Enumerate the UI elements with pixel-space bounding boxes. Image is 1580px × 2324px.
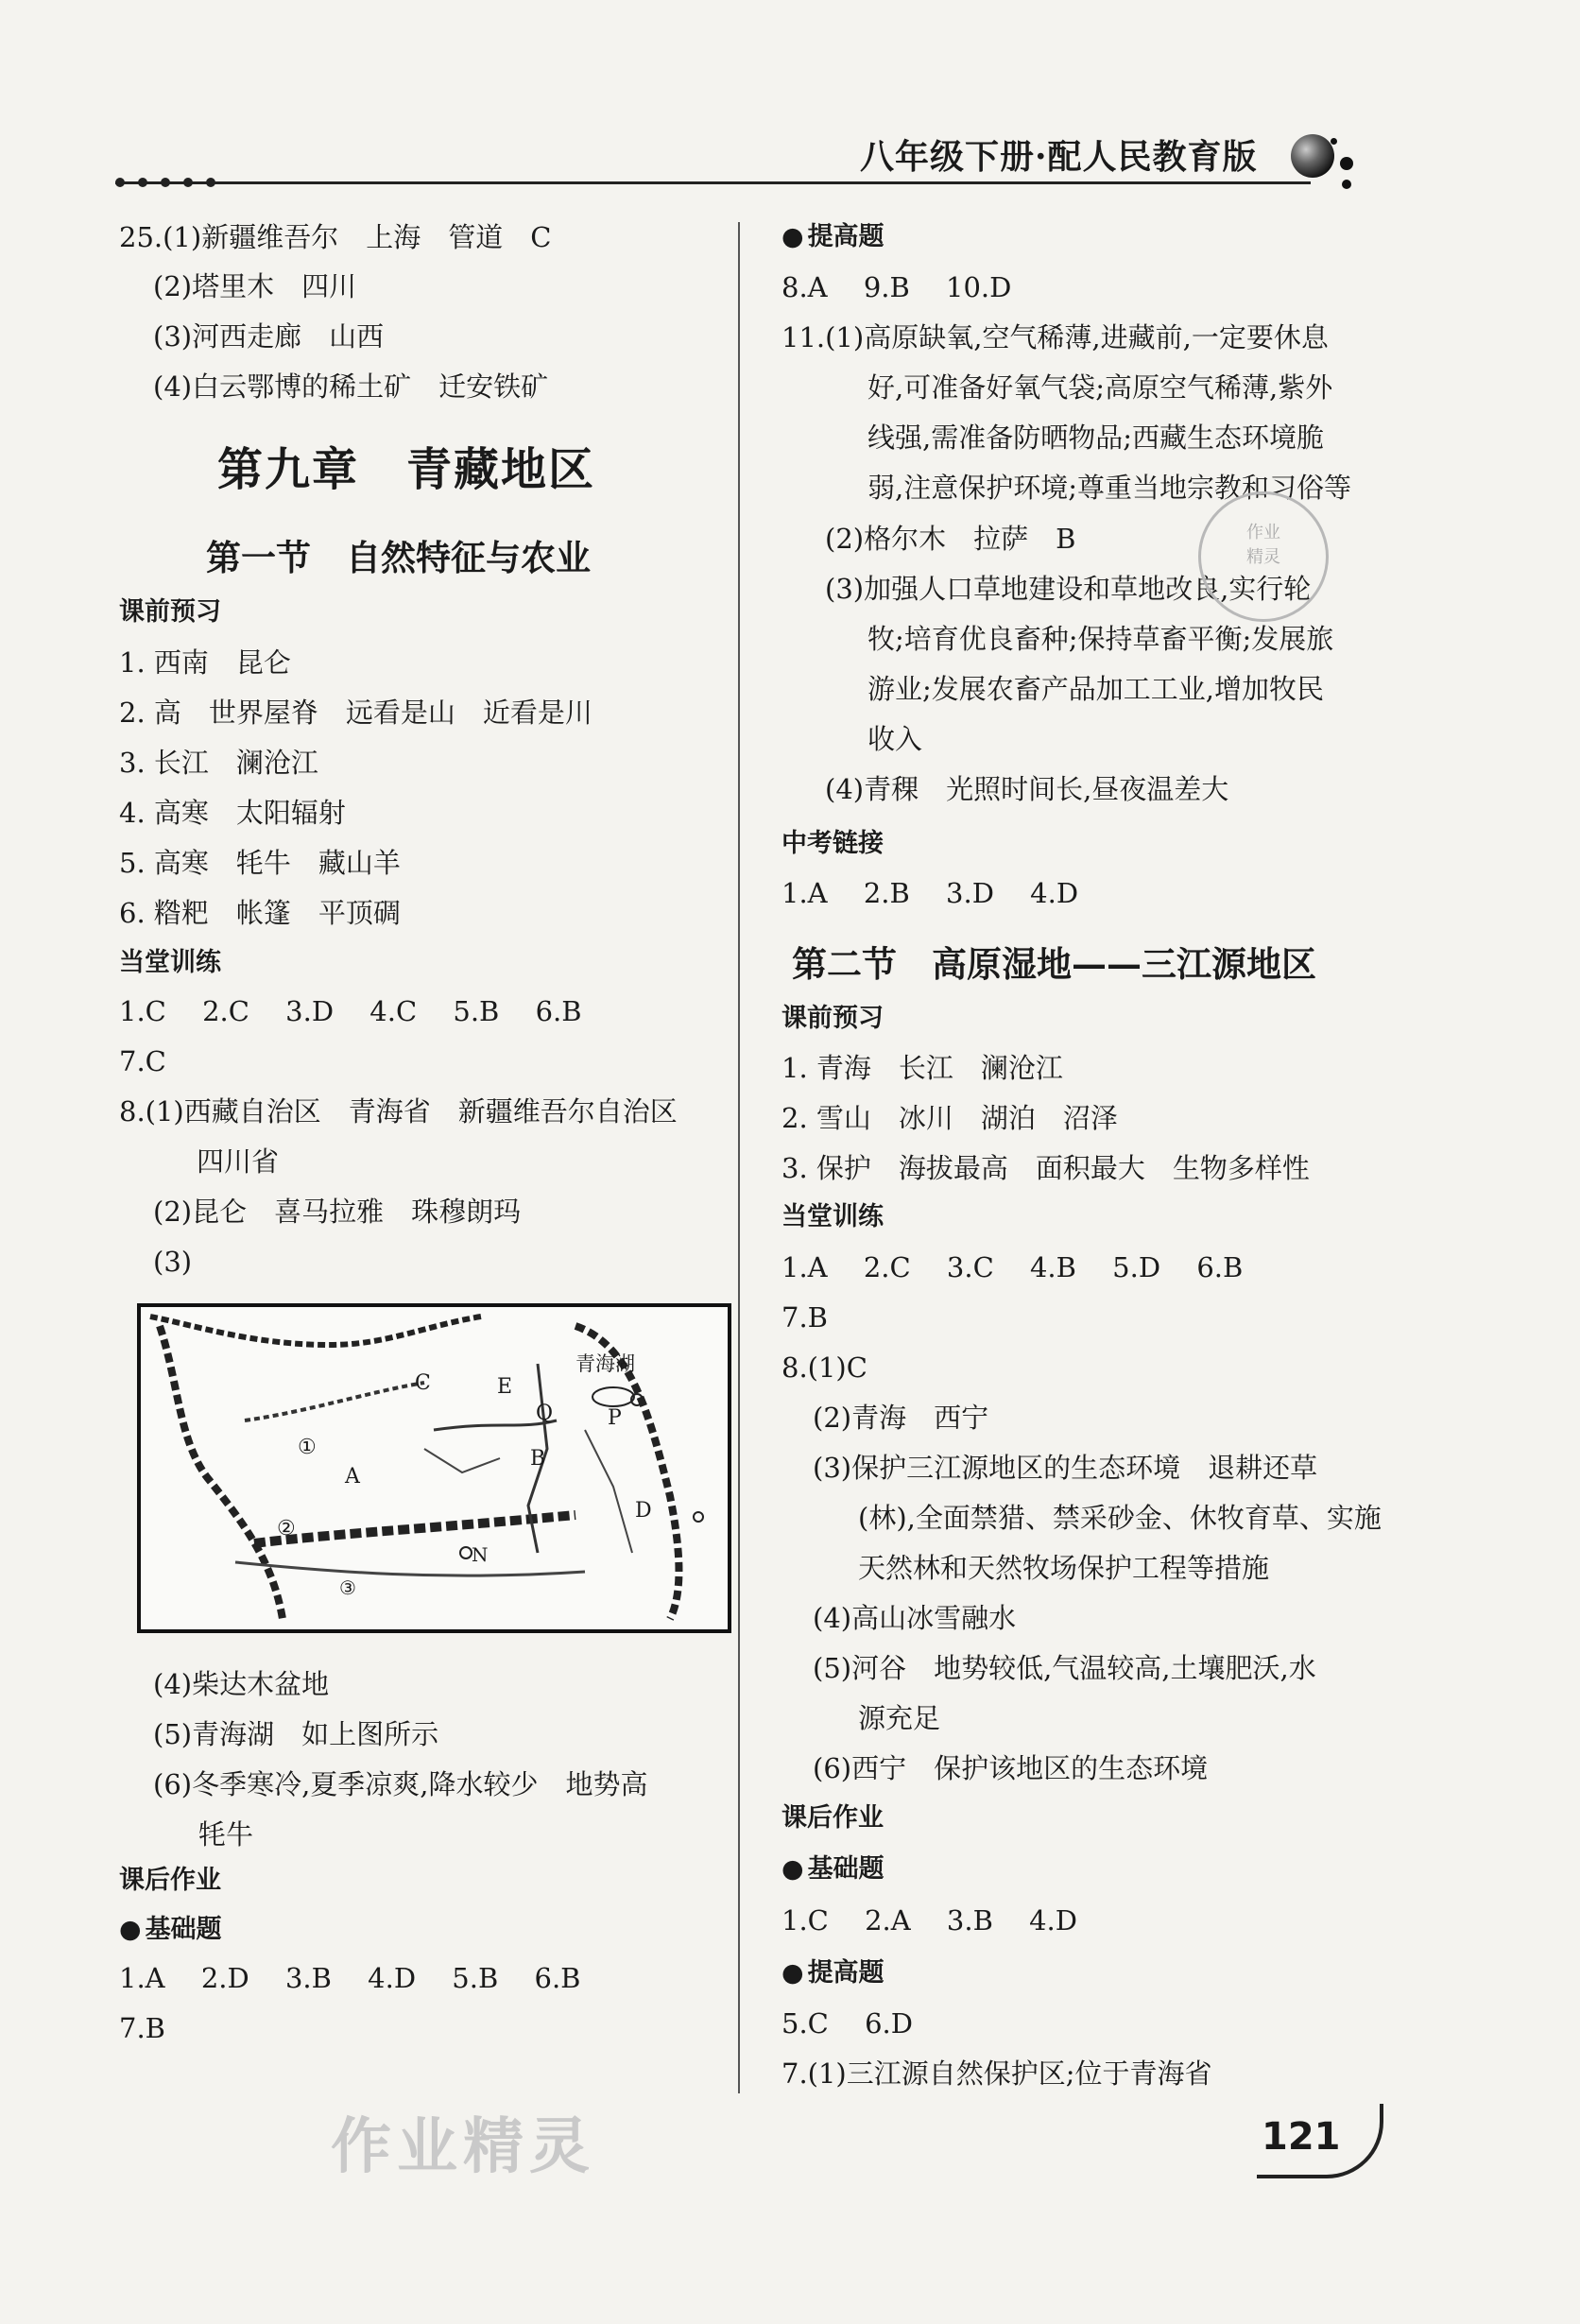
answer-line: 游业;发展农畜产品加工工业,增加牧民 xyxy=(867,673,1324,705)
answer-line: 天然林和天然牧场保护工程等措施 xyxy=(858,1552,1270,1584)
map-label-lake: 青海湖 xyxy=(575,1352,635,1375)
answer-line: (5)河谷 地势较低,气温较高,土壤肥沃,水 xyxy=(813,1652,1316,1684)
map-drawing xyxy=(141,1307,728,1629)
answer-line: (林),全面禁猎、禁采砂金、休牧育草、实施 xyxy=(858,1502,1382,1534)
answer-line: 8.(1)西藏自治区 青海省 新疆维吾尔自治区 xyxy=(119,1095,678,1128)
chapter-title: 第九章 青藏地区 xyxy=(217,443,596,496)
answer-line: 3. 保护 海拔最高 面积最大 生物多样性 xyxy=(781,1152,1310,1184)
answer-line: 2. 雪山 冰川 湖泊 沼泽 xyxy=(781,1102,1118,1134)
label-homework: 课后作业 xyxy=(119,1866,221,1895)
answer-line: 1.A 2.C 3.C 4.B 5.D 6.B xyxy=(781,1251,1244,1283)
answer-line: (3)河西走廊 山西 xyxy=(153,320,385,353)
map-label: D xyxy=(635,1499,652,1523)
answer-line: 1. 西南 昆仑 xyxy=(119,646,291,679)
answer-line: 1.C 2.C 3.D 4.C 5.B 6.B xyxy=(119,995,582,1027)
tibet-plateau-map xyxy=(137,1303,731,1633)
map-label: B xyxy=(530,1447,546,1471)
watermark: 作业精灵 xyxy=(331,2112,595,2182)
label-homework: 课后作业 xyxy=(781,1803,884,1833)
stamp-text: 作业 xyxy=(1246,523,1280,542)
answer-line: (6)冬季寒冷,夏季凉爽,降水较少 地势高 xyxy=(153,1768,648,1800)
section-title: 第二节 高原湿地——三江源地区 xyxy=(792,943,1316,985)
label-class: 当堂训练 xyxy=(119,948,221,977)
label-improve: ● 提高题 xyxy=(781,218,884,256)
answer-line: (4)高山冰雪融水 xyxy=(813,1602,1017,1634)
answer-line: (4)柴达木盆地 xyxy=(153,1668,330,1700)
answer-line: 5. 高寒 牦牛 藏山羊 xyxy=(119,847,401,879)
answer-line: 1.A 2.B 3.D 4.D xyxy=(781,877,1079,909)
decorative-dot-icon xyxy=(1342,180,1351,189)
label-improve: ● 提高题 xyxy=(781,1954,884,1992)
answer-line: 牦牛 xyxy=(198,1818,254,1851)
answer-line: 8.A 9.B 10.D xyxy=(781,271,1012,303)
answer-line: 线强,需准备防晒物品;西藏生态环境脆 xyxy=(867,422,1324,454)
stamp-seal xyxy=(1198,491,1329,622)
answer-line: 4. 高寒 太阳辐射 xyxy=(119,797,346,829)
decorative-dot-icon xyxy=(1331,138,1337,145)
stamp-text: 精灵 xyxy=(1246,547,1280,567)
answer-line: 1.A 2.D 3.B 4.D 5.B 6.B xyxy=(119,1962,581,1994)
answer-line: 7.C xyxy=(119,1045,166,1077)
label-preview: 课前预习 xyxy=(119,597,221,627)
map-label: ① xyxy=(298,1436,317,1459)
decorative-ball-icon xyxy=(1291,134,1334,178)
header-rule xyxy=(115,181,1311,184)
answer-line: 2. 高 世界屋脊 远看是山 近看是川 xyxy=(119,697,592,729)
map-label: C xyxy=(415,1371,431,1395)
answer-line: (2)塔里木 四川 xyxy=(153,270,357,302)
answer-line: (4)白云鄂博的稀土矿 迁安铁矿 xyxy=(153,370,549,403)
map-label: E xyxy=(497,1375,513,1399)
answer-line: 1.C 2.A 3.B 4.D xyxy=(781,1904,1078,1937)
answer-line: 3. 长江 澜沧江 xyxy=(119,747,318,779)
answer-line: 11.(1)高原缺氧,空气稀薄,进藏前,一定要休息 xyxy=(781,321,1329,353)
answer-line: (4)青稞 光照时间长,昼夜温差大 xyxy=(825,773,1229,805)
decorative-dot-icon xyxy=(1340,157,1353,170)
answer-line: (2)格尔木 拉萨 B xyxy=(825,523,1076,555)
header-title: 八年级下册·配人民教育版 xyxy=(860,137,1258,177)
answer-line: 7.(1)三江源自然保护区;位于青海省 xyxy=(781,2057,1212,2090)
answer-line: 7.B xyxy=(781,1301,828,1334)
answer-line: 5.C 6.D xyxy=(781,2007,913,2040)
answer-line: (3)保护三江源地区的生态环境 退耕还草 xyxy=(813,1452,1318,1484)
map-label: Q xyxy=(536,1402,554,1425)
label-basic: ● 基础题 xyxy=(781,1851,884,1888)
label-class: 当堂训练 xyxy=(781,1202,884,1231)
answer-line: (3)加强人口草地建设和草地改良,实行轮 xyxy=(825,573,1312,605)
answer-line: (5)青海湖 如上图所示 xyxy=(153,1718,439,1750)
answer-line: (2)昆仑 喜马拉雅 珠穆朗玛 xyxy=(153,1196,522,1228)
answer-line: 7.B xyxy=(119,2012,165,2044)
answer-line: (2)青海 西宁 xyxy=(813,1402,989,1434)
answer-line: 弱,注意保护环境;尊重当地宗教和习俗等 xyxy=(867,472,1351,504)
answer-line: 8.(1)C xyxy=(781,1351,867,1384)
answer-line: 收入 xyxy=(867,723,923,755)
map-label: P xyxy=(608,1406,622,1430)
answer-line: 牧;培育优良畜种;保持草畜平衡;发展旅 xyxy=(867,623,1334,655)
section-title: 第一节 自然特征与农业 xyxy=(206,537,591,578)
label-basic: ● 基础题 xyxy=(119,1911,222,1949)
label-exam: 中考链接 xyxy=(781,829,884,858)
answer-line: 1. 青海 长江 澜沧江 xyxy=(781,1052,1063,1084)
page-number: 121 xyxy=(1262,2115,1341,2159)
answer-line: (6)西宁 保护该地区的生态环境 xyxy=(813,1752,1209,1784)
map-label: A xyxy=(345,1465,360,1489)
map-label: ② xyxy=(277,1517,296,1541)
map-label: ③ xyxy=(339,1576,356,1599)
answer-line: 25.(1)新疆维吾尔 上海 管道 C xyxy=(119,221,552,253)
answer-line: 源充足 xyxy=(858,1702,941,1734)
answer-line: 好,可准备好氧气袋;高原空气稀薄,紫外 xyxy=(867,371,1333,404)
answer-line: (3) xyxy=(153,1246,193,1278)
answer-line: 6. 糌粑 帐篷 平顶碉 xyxy=(119,897,401,929)
label-preview: 课前预习 xyxy=(781,1004,884,1033)
column-divider xyxy=(738,222,740,2093)
answer-line: 四川省 xyxy=(197,1145,280,1178)
map-label: N xyxy=(472,1543,489,1566)
